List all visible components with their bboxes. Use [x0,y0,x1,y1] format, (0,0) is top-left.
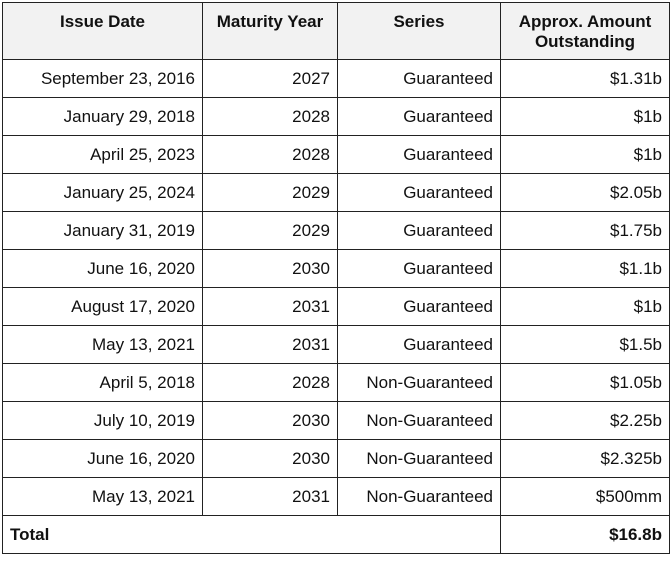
header-row [3,3,670,60]
bond-table [2,2,670,554]
table-row [3,402,670,440]
cell-issue-date: January 25, 2024 [3,174,203,212]
cell-amount: $2.325b [501,440,670,478]
cell-issue-date: June 16, 2020 [3,250,203,288]
cell-series: Non-Guaranteed [338,478,501,516]
table-row [3,98,670,136]
header-maturity-year: Maturity Year [203,3,338,60]
cell-maturity-year: 2028 [203,98,338,136]
table-header [3,3,670,60]
table-row [3,478,670,516]
header-amount-outstanding: Approx. Amount Outstanding [501,3,670,60]
cell-amount: $1b [501,288,670,326]
cell-maturity-year: 2027 [203,60,338,98]
cell-issue-date: April 5, 2018 [3,364,203,402]
cell-maturity-year: 2031 [203,326,338,364]
cell-issue-date: January 29, 2018 [3,98,203,136]
table-row [3,288,670,326]
cell-series: Guaranteed [338,288,501,326]
cell-amount: $1b [501,98,670,136]
cell-issue-date: May 13, 2021 [3,478,203,516]
cell-amount: $2.05b [501,174,670,212]
cell-maturity-year: 2030 [203,440,338,478]
cell-amount: $1.5b [501,326,670,364]
table-row [3,364,670,402]
cell-amount: $500mm [501,478,670,516]
cell-series: Guaranteed [338,136,501,174]
cell-maturity-year: 2031 [203,288,338,326]
table-row [3,174,670,212]
cell-series: Non-Guaranteed [338,440,501,478]
cell-issue-date: September 23, 2016 [3,60,203,98]
cell-amount: $1.1b [501,250,670,288]
cell-maturity-year: 2030 [203,402,338,440]
cell-maturity-year: 2029 [203,212,338,250]
bond-table-container [2,2,670,554]
table-row [3,136,670,174]
total-amount: $16.8b [501,516,670,554]
cell-series: Guaranteed [338,174,501,212]
table-row [3,60,670,98]
cell-maturity-year: 2028 [203,364,338,402]
cell-issue-date: June 16, 2020 [3,440,203,478]
cell-maturity-year: 2028 [203,136,338,174]
table-row [3,326,670,364]
total-row [3,516,670,554]
total-label: Total [3,516,501,554]
cell-series: Guaranteed [338,250,501,288]
table-row [3,250,670,288]
cell-series: Non-Guaranteed [338,364,501,402]
cell-amount: $1.05b [501,364,670,402]
cell-issue-date: July 10, 2019 [3,402,203,440]
header-issue-date: Issue Date [3,3,203,60]
cell-series: Non-Guaranteed [338,402,501,440]
cell-series: Guaranteed [338,98,501,136]
cell-series: Guaranteed [338,326,501,364]
cell-amount: $1.75b [501,212,670,250]
cell-issue-date: January 31, 2019 [3,212,203,250]
cell-issue-date: August 17, 2020 [3,288,203,326]
header-series: Series [338,3,501,60]
cell-amount: $1b [501,136,670,174]
cell-issue-date: May 13, 2021 [3,326,203,364]
cell-maturity-year: 2029 [203,174,338,212]
table-row [3,212,670,250]
cell-issue-date: April 25, 2023 [3,136,203,174]
table-body [3,60,670,554]
cell-series: Guaranteed [338,60,501,98]
cell-maturity-year: 2030 [203,250,338,288]
table-row [3,440,670,478]
cell-maturity-year: 2031 [203,478,338,516]
cell-amount: $1.31b [501,60,670,98]
cell-series: Guaranteed [338,212,501,250]
cell-amount: $2.25b [501,402,670,440]
